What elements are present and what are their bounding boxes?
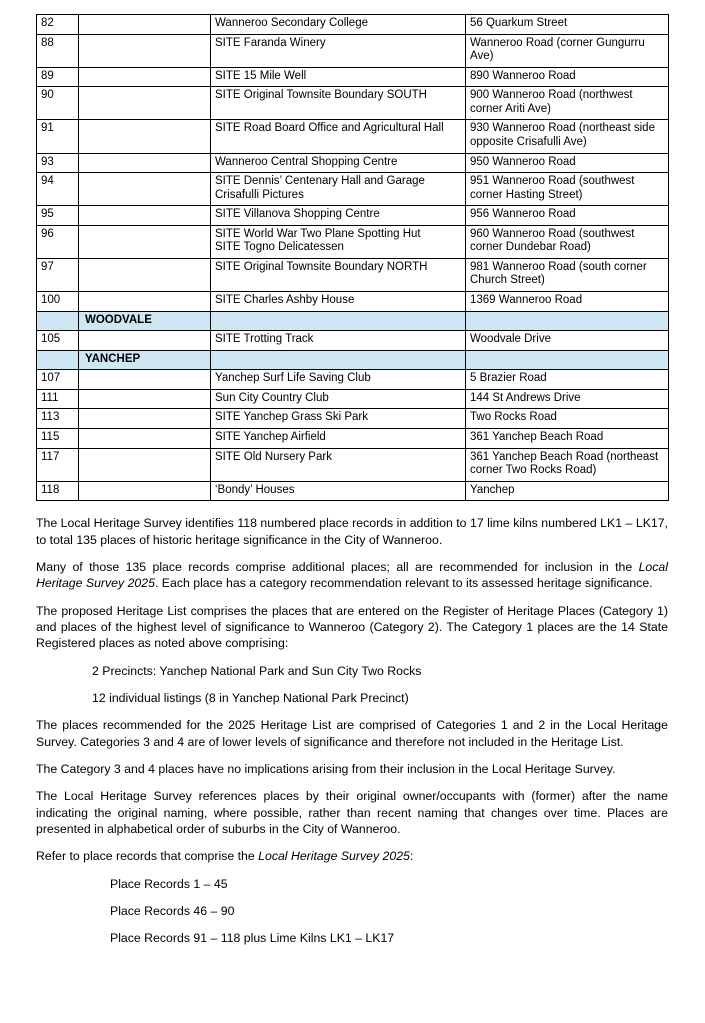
cell-suburb xyxy=(79,120,211,153)
cell-suburb xyxy=(79,258,211,291)
cell-place-name: SITE Dennis’ Centenary Hall and Garage Crisafulli Pictures xyxy=(211,173,466,206)
cell-place-name: ‘Bondy’ Houses xyxy=(211,481,466,501)
cell-number: 88 xyxy=(37,34,79,67)
cell-address: 890 Wanneroo Road xyxy=(466,67,669,87)
cell-place-name: SITE Road Board Office and Agricultural Hall xyxy=(211,120,466,153)
cell-number: 95 xyxy=(37,206,79,226)
cell-suburb xyxy=(79,153,211,173)
cell-suburb xyxy=(79,292,211,312)
document-body-text xyxy=(36,515,668,947)
cell-number: 82 xyxy=(37,15,79,35)
cell-suburb xyxy=(79,389,211,409)
text-run: 12 individual listings (8 in Yanchep National Park Precinct) xyxy=(92,690,409,705)
cell-address: 1369 Wanneroo Road xyxy=(466,292,669,312)
cell-suburb xyxy=(79,481,211,501)
cell-address: Yanchep xyxy=(466,481,669,501)
table-row xyxy=(37,34,669,67)
cell-address xyxy=(466,350,669,370)
body-paragraph xyxy=(36,603,668,652)
cell-place-name: SITE 15 Mile Well xyxy=(211,67,466,87)
cell-suburb xyxy=(79,428,211,448)
cell-place-name: Wanneroo Secondary College xyxy=(211,15,466,35)
table-row xyxy=(37,448,669,481)
table-row xyxy=(37,481,669,501)
text-run: . Each place has a category recommendation relevant to its assessed heritage significance. xyxy=(154,576,653,591)
body-paragraph xyxy=(36,559,668,592)
table-row xyxy=(37,258,669,291)
cell-place-name: SITE Old Nursery Park xyxy=(211,448,466,481)
cell-address: 951 Wanneroo Road (southwest corner Hasting Street) xyxy=(466,173,669,206)
cell-number: 105 xyxy=(37,331,79,351)
text-run: Place Records 46 – 90 xyxy=(110,904,235,919)
cell-place-name: SITE Original Townsite Boundary SOUTH xyxy=(211,87,466,120)
cell-place-name: SITE Faranda Winery xyxy=(211,34,466,67)
text-run: The Local Heritage Survey identifies 118 numbered place records in addition to 17 lime kilns numbered LK1 – LK17, to total 135 places of historic heritage significance in the City of Wanneroo. xyxy=(36,516,668,547)
cell-address: 956 Wanneroo Road xyxy=(466,206,669,226)
cell-number: 100 xyxy=(37,292,79,312)
cell-suburb: YANCHEP xyxy=(79,350,211,370)
table-row xyxy=(37,120,669,153)
cell-place-name: Sun City Country Club xyxy=(211,389,466,409)
cell-suburb xyxy=(79,370,211,390)
cell-number: 118 xyxy=(37,481,79,501)
text-run: Place Records 1 – 45 xyxy=(110,876,228,891)
table-row xyxy=(37,225,669,258)
cell-number: 113 xyxy=(37,409,79,429)
cell-address: Two Rocks Road xyxy=(466,409,669,429)
body-paragraph xyxy=(36,788,668,837)
cell-number: 91 xyxy=(37,120,79,153)
cell-address: 900 Wanneroo Road (northwest corner Ariti Ave) xyxy=(466,87,669,120)
cell-address: 981 Wanneroo Road (south corner Church Street) xyxy=(466,258,669,291)
cell-suburb xyxy=(79,15,211,35)
table-row xyxy=(37,370,669,390)
cell-number: 96 xyxy=(37,225,79,258)
cell-address: 361 Yanchep Beach Road xyxy=(466,428,669,448)
table-row xyxy=(37,409,669,429)
cell-suburb xyxy=(79,448,211,481)
italic-title: Local Heritage Survey 2025 xyxy=(258,849,410,864)
cell-suburb xyxy=(79,331,211,351)
cell-number xyxy=(37,350,79,370)
cell-number: 93 xyxy=(37,153,79,173)
text-run: The proposed Heritage List comprises the places that are entered on the Register of Heritage Places (Category 1) and places of the highest level of significance to Wanneroo (Category 2). The Category 1 places are the 14 State Registered places as noted above comprising: xyxy=(36,603,668,651)
cell-number xyxy=(37,311,79,331)
cell-suburb xyxy=(79,409,211,429)
cell-number: 90 xyxy=(37,87,79,120)
text-run: The Category 3 and 4 places have no implications arising from their inclusion in the Local Heritage Survey. xyxy=(36,761,616,776)
cell-place-name: Yanchep Surf Life Saving Club xyxy=(211,370,466,390)
cell-place-name: SITE World War Two Plane Spotting Hut SITE Togno Delicatessen xyxy=(211,225,466,258)
cell-place-name: SITE Villanova Shopping Centre xyxy=(211,206,466,226)
body-paragraph xyxy=(36,717,668,750)
table-row xyxy=(37,87,669,120)
text-run: The places recommended for the 2025 Heritage List are comprised of Categories 1 and 2 in the Local Heritage Survey. Categories 3 and 4 are of lower levels of significance and therefore not included in the Heritage List. xyxy=(36,718,668,749)
cell-number: 89 xyxy=(37,67,79,87)
cell-address: 950 Wanneroo Road xyxy=(466,153,669,173)
cell-address: Woodvale Drive xyxy=(466,331,669,351)
cell-place-name xyxy=(211,350,466,370)
cell-number: 107 xyxy=(37,370,79,390)
cell-address: 960 Wanneroo Road (southwest corner Dundebar Road) xyxy=(466,225,669,258)
text-run: The Local Heritage Survey references places by their original owner/occupants with (former) after the name indicating the original naming, where possible, rather than recent naming that changes over time. Places are presented in alphabetical order of suburbs in the City of Wanneroo. xyxy=(36,789,668,836)
cell-number: 115 xyxy=(37,428,79,448)
cell-address: 930 Wanneroo Road (northeast side opposite Crisafulli Ave) xyxy=(466,120,669,153)
table-row xyxy=(37,389,669,409)
cell-number: 94 xyxy=(37,173,79,206)
body-paragraph xyxy=(110,903,668,919)
cell-number: 117 xyxy=(37,448,79,481)
cell-number: 97 xyxy=(37,258,79,291)
cell-place-name: Wanneroo Central Shopping Centre xyxy=(211,153,466,173)
cell-place-name xyxy=(211,311,466,331)
cell-suburb: WOODVALE xyxy=(79,311,211,331)
cell-place-name: SITE Trotting Track xyxy=(211,331,466,351)
table-row xyxy=(37,292,669,312)
body-paragraph xyxy=(110,876,668,892)
table-row xyxy=(37,173,669,206)
heritage-places-table xyxy=(36,14,669,501)
text-run: Many of those 135 place records comprise additional places; all are recommended for inclusion in the xyxy=(36,559,639,574)
cell-address: 56 Quarkum Street xyxy=(466,15,669,35)
table-row xyxy=(37,67,669,87)
table-row xyxy=(37,15,669,35)
cell-address: 361 Yanchep Beach Road (northeast corner Two Rocks Road) xyxy=(466,448,669,481)
cell-suburb xyxy=(79,87,211,120)
cell-place-name: SITE Yanchep Grass Ski Park xyxy=(211,409,466,429)
cell-place-name: SITE Charles Ashby House xyxy=(211,292,466,312)
body-paragraph xyxy=(110,930,668,946)
cell-suburb xyxy=(79,67,211,87)
body-paragraph xyxy=(36,761,668,777)
table-row xyxy=(37,206,669,226)
text-run: Place Records 91 – 118 plus Lime Kilns LK1 – LK17 xyxy=(110,931,395,946)
cell-number: 111 xyxy=(37,389,79,409)
suburb-heading-row xyxy=(37,350,669,370)
suburb-heading-row xyxy=(37,311,669,331)
text-run: : xyxy=(409,849,414,864)
cell-address xyxy=(466,311,669,331)
cell-address: 144 St Andrews Drive xyxy=(466,389,669,409)
cell-place-name: SITE Original Townsite Boundary NORTH xyxy=(211,258,466,291)
body-paragraph xyxy=(36,515,668,548)
body-paragraph xyxy=(92,690,668,706)
table-row xyxy=(37,153,669,173)
text-run: Refer to place records that comprise the xyxy=(36,849,259,864)
cell-suburb xyxy=(79,206,211,226)
body-paragraph xyxy=(36,848,668,864)
cell-address: Wanneroo Road (corner Gungurru Ave) xyxy=(466,34,669,67)
cell-suburb xyxy=(79,225,211,258)
italic-title: Local Heritage Survey 2025 xyxy=(36,559,668,591)
cell-suburb xyxy=(79,173,211,206)
cell-place-name: SITE Yanchep Airfield xyxy=(211,428,466,448)
cell-suburb xyxy=(79,34,211,67)
table-row xyxy=(37,428,669,448)
table-row xyxy=(37,331,669,351)
cell-address: 5 Brazier Road xyxy=(466,370,669,390)
heritage-table-body xyxy=(37,15,669,501)
text-run: 2 Precincts: Yanchep National Park and Sun City Two Rocks xyxy=(92,663,422,678)
body-paragraph xyxy=(92,663,668,679)
